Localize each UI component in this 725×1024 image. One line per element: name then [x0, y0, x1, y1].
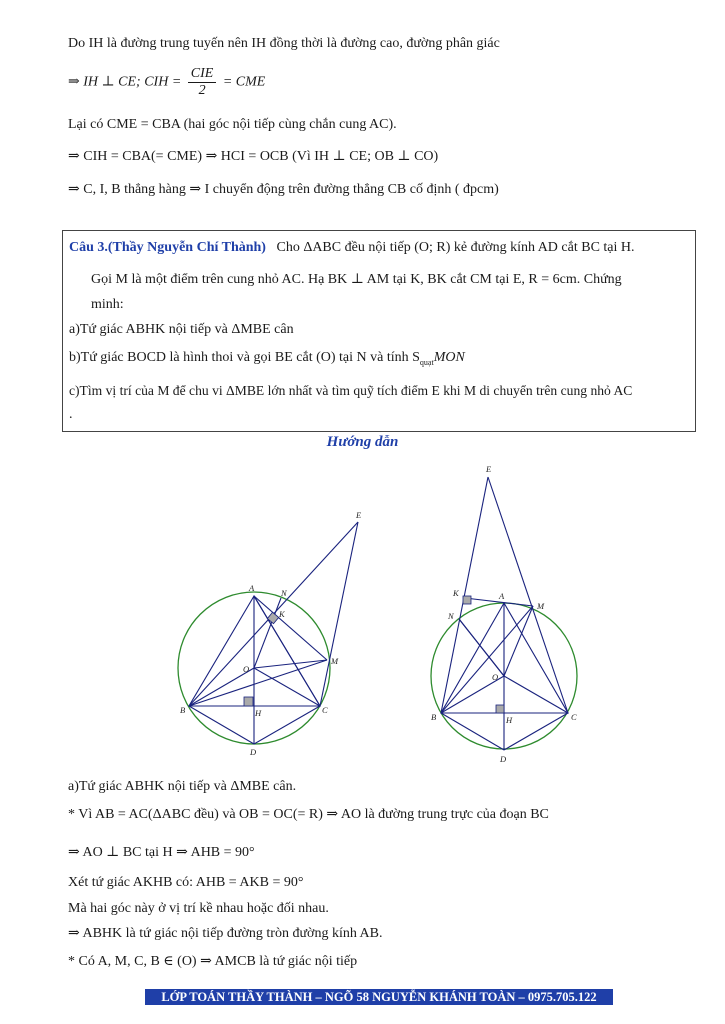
solution-line-3: ⇒ AO ⊥ BC tại H ⇒ AHB = 90° [68, 845, 255, 860]
fraction-denominator: 2 [198, 83, 206, 98]
problem-statement: Cho ΔABC đều nội tiếp (O; R) kẻ đường kính AD cắt BC tại H. [276, 240, 635, 255]
segment-ce [320, 522, 358, 706]
segment-am [254, 596, 327, 660]
guide-heading: Hướng dẫn [326, 434, 399, 450]
equation-line-2 [68, 66, 265, 99]
segment-co [504, 676, 568, 713]
segment-cd [254, 706, 320, 744]
label-o: O [243, 664, 250, 674]
segment-bd [189, 706, 254, 744]
label-n: N [448, 611, 454, 621]
solution-line-5: Mà hai góc này ở vị trí kề nhau hoặc đối nhau. [68, 901, 329, 916]
label-d: D [250, 747, 257, 757]
text-line-3: Lại có CME = CBA (hai góc nội tiếp cùng chắn cung AC). [68, 117, 397, 132]
problem-line-1 [69, 239, 635, 257]
problem-line-3: minh: [91, 297, 124, 312]
label-k: K [279, 609, 285, 619]
text-line-1: Do IH là đường trung tuyến nên IH đồng thời là đường cao, đường phân giác [68, 36, 500, 51]
problem-part-a: a)Tứ giác ABHK nội tiếp và ΔMBE cân [69, 322, 294, 337]
label-b: B [431, 712, 437, 722]
problem-title: Câu 3.(Thầy Nguyễn Chí Thành) [69, 240, 266, 255]
segment-be [441, 477, 488, 713]
solution-line-1: a)Tứ giác ABHK nội tiếp và ΔMBE cân. [68, 779, 297, 794]
segment-bd [441, 713, 504, 750]
problem-part-b [69, 349, 465, 372]
problem-part-c: c)Tìm vị trí của M để chu vi ΔMBE lớn nhất và tìm quỹ tích điểm E khi M di chuyển trên cung nhỏ AC [69, 383, 633, 398]
part-b-tail: MON [433, 350, 465, 365]
label-d: D [500, 754, 507, 764]
footer-banner: LỚP TOÁN THẦY THÀNH – NGÕ 58 NGUYỄN KHÁNH TOÀN – 0975.705.122 [145, 989, 613, 1005]
label-n: N [281, 588, 287, 598]
label-a: A [499, 591, 505, 601]
segment-ac [254, 596, 320, 706]
text-line-4: ⇒ CIH = CBA(= CME) ⇒ HCI = OCB (Vì IH ⊥ CE; OB ⊥ CO) [68, 149, 439, 164]
solution-line-6: ⇒ ABHK là tứ giác nội tiếp đường tròn đường kính AB. [68, 926, 383, 941]
label-k: K [453, 588, 459, 598]
label-m: M [537, 601, 545, 611]
figure-1 [170, 505, 370, 760]
fraction [188, 66, 217, 99]
label-c: C [322, 705, 328, 715]
figure-2 [425, 462, 585, 767]
problem-part-c-end: . [69, 407, 73, 422]
label-e: E [486, 464, 492, 474]
label-o: O [492, 672, 499, 682]
solution-line-4: Xét tứ giác AKHB có: AHB = AKB = 90° [68, 875, 304, 890]
label-h: H [506, 715, 513, 725]
part-b-subscript: quạt [419, 357, 434, 367]
problem-line-2: Gọi M là một điểm trên cung nhỏ AC. Hạ BK ⊥ AM tại K, BK cắt CM tại E, R = 6cm. Chứng [91, 272, 622, 287]
label-a: A [249, 583, 255, 593]
text-line-5: ⇒ C, I, B thẳng hàng ⇒ I chuyển động trên đường thẳng CB cố định ( đpcm) [68, 182, 499, 197]
right-angle-h [244, 697, 253, 706]
equation-right: = CME [222, 74, 266, 90]
segment-cd [504, 713, 568, 750]
equation-left: ⇒ IH ⊥ CE; CIH = [68, 74, 182, 90]
fraction-numerator: CIE [188, 66, 217, 83]
right-angle-k [463, 596, 471, 604]
label-m: M [331, 656, 339, 666]
label-h: H [255, 708, 262, 718]
problem-box [62, 230, 696, 432]
label-c: C [571, 712, 577, 722]
part-b-text: b)Tứ giác BOCD là hình thoi và gọi BE cắt (O) tại N và tính S [69, 350, 420, 365]
label-e: E [356, 510, 362, 520]
solution-line-2: * Vì AB = AC(ΔABC đều) và OB = OC(= R) ⇒ AO là đường trung trực của đoạn BC [68, 807, 549, 822]
right-angle-h [496, 705, 504, 713]
solution-line-7: * Có A, M, C, B ∈ (O) ⇒ AMCB là tứ giác nội tiếp [68, 954, 358, 969]
label-b: B [180, 705, 186, 715]
segment-om [504, 606, 533, 676]
